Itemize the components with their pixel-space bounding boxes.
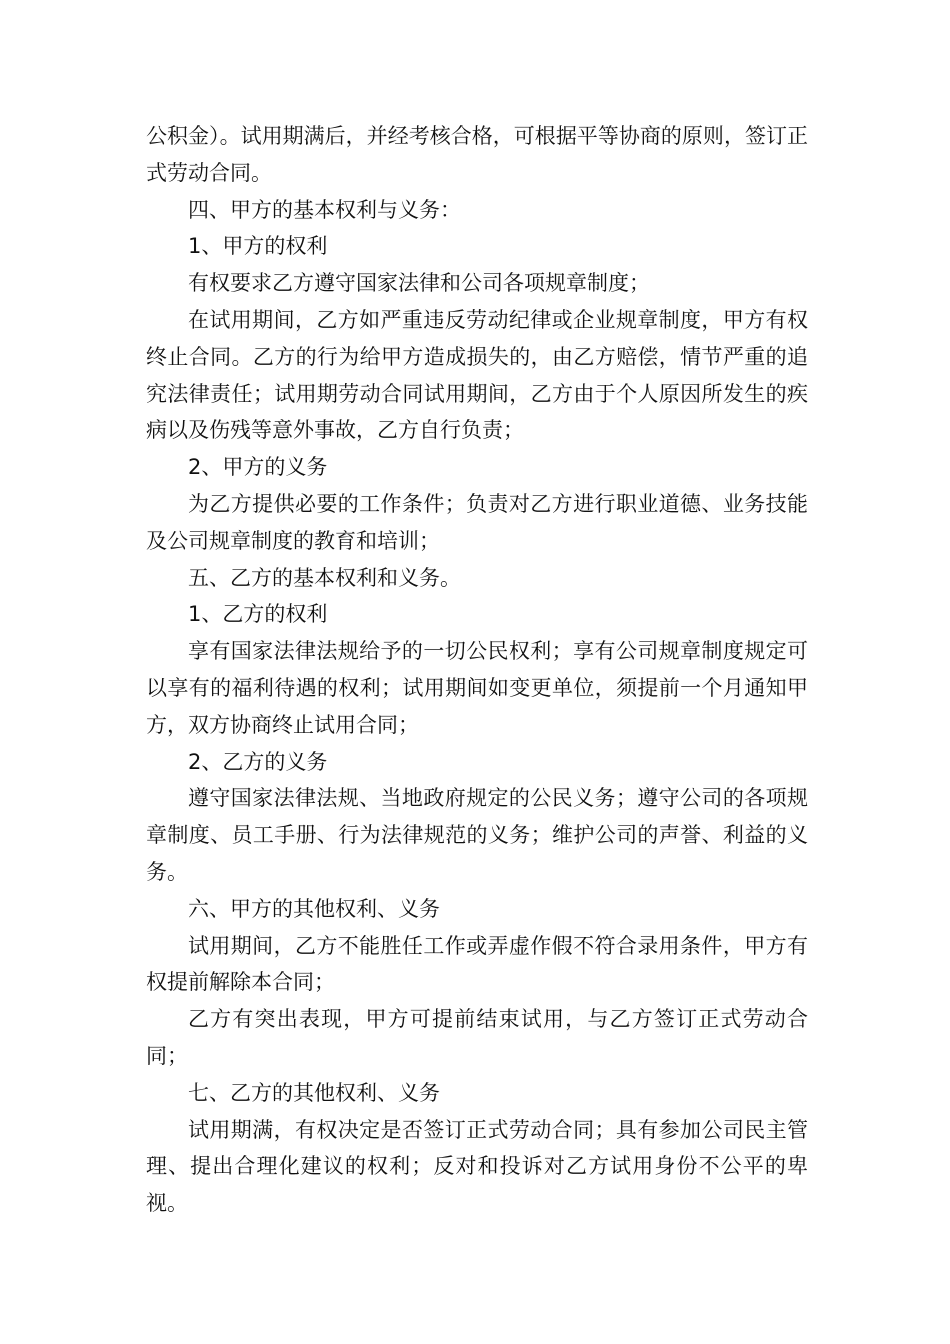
paragraph-party-a-rights-1: 有权要求乙方遵守国家法律和公司各项规章制度； [188, 271, 650, 296]
section-heading-5: 五、乙方的基本权利和义务。 [188, 565, 461, 590]
paragraph-party-a-other-2: 乙方有突出表现，甲方可提前结束试用，与乙方签订正式劳动合同； [146, 1007, 808, 1068]
paragraph-1: 公积金）。试用期满后，并经考核合格，可根据平等协商的原则，签订正式劳动合同。 [146, 124, 808, 185]
subheading-party-b-duties: 2、乙方的义务 [188, 749, 328, 774]
subheading-party-b-rights: 1、乙方的权利 [188, 602, 328, 627]
subheading-party-a-duties: 2、甲方的义务 [188, 455, 328, 480]
paragraph-party-a-rights-2: 在试用期间，乙方如严重违反劳动纪律或企业规章制度，甲方有权终止合同。乙方的行为给甲方造成损失的，由乙方赔偿，情节严重的追究法律责任；试用期劳动合同试用期间，乙方由于个人原因所发生的疾病以及伤残等意外事故，乙方自行负责； [146, 307, 808, 443]
subheading-party-a-rights: 1、甲方的权利 [188, 234, 328, 259]
paragraph-party-b-other: 试用期满，有权决定是否签订正式劳动合同；具有参加公司民主管理、提出合理化建议的权利；反对和投诉对乙方试用身份不公平的卑视。 [146, 1117, 808, 1216]
section-heading-7: 七、乙方的其他权利、义务 [188, 1080, 440, 1105]
document-body [146, 118, 808, 1222]
paragraph-party-b-rights: 享有国家法律法规给予的一切公民权利；享有公司规章制度规定可以享有的福利待遇的权利；试用期间如变更单位，须提前一个月通知甲方，双方协商终止试用合同； [146, 639, 808, 737]
paragraph-party-a-other-1: 试用期间，乙方不能胜任工作或弄虚作假不符合录用条件，甲方有权提前解除本合同； [146, 933, 808, 995]
paragraph-party-b-duties: 遵守国家法律法规、当地政府规定的公民义务；遵守公司的各项规章制度、员工手册、行为法律规范的义务；维护公司的声誉、利益的义务。 [146, 786, 808, 884]
section-heading-4: 四、甲方的基本权利与义务： [188, 197, 461, 222]
paragraph-party-a-duties: 为乙方提供必要的工作条件；负责对乙方进行职业道德、业务技能及公司规章制度的教育和培训； [146, 491, 808, 553]
section-heading-6: 六、甲方的其他权利、义务 [188, 896, 440, 921]
